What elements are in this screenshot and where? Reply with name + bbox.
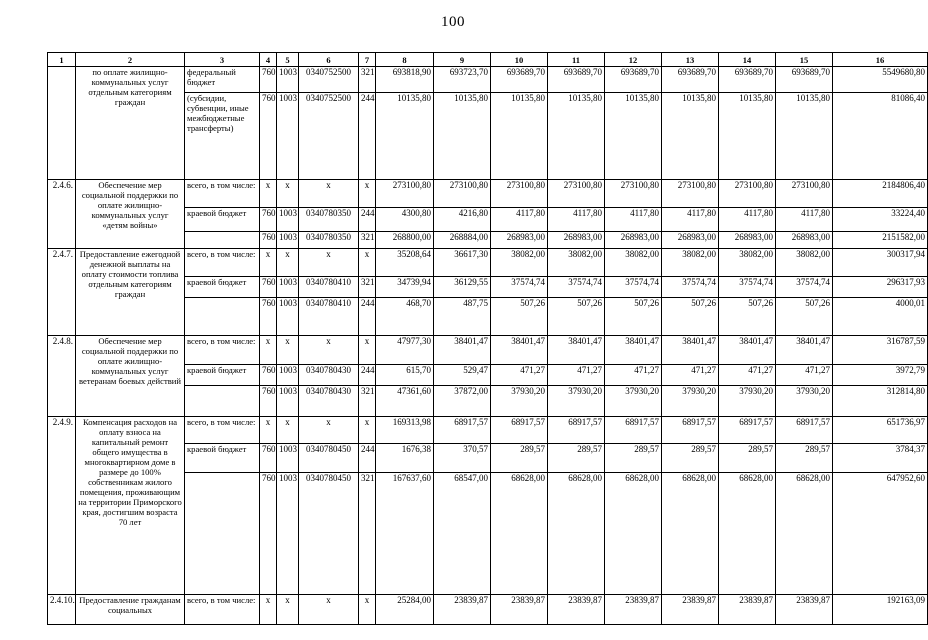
year-value: 10135,80 xyxy=(719,93,776,180)
code-grbs: 760 xyxy=(260,232,277,249)
header-cell: 8 xyxy=(376,53,434,67)
header-cell: 5 xyxy=(277,53,299,67)
table-row xyxy=(48,417,928,444)
code-expense-type: 321 xyxy=(359,473,376,595)
year-value: 37930,20 xyxy=(776,386,833,417)
year-value: 10135,80 xyxy=(491,93,548,180)
year-value: 507,26 xyxy=(605,298,662,336)
header-cell: 10 xyxy=(491,53,548,67)
year-value: 37574,74 xyxy=(719,277,776,298)
year-value: 4117,80 xyxy=(491,208,548,232)
header-cell: 1 xyxy=(48,53,76,67)
year-value: 693689,70 xyxy=(491,67,548,93)
year-value: 37574,74 xyxy=(776,277,833,298)
year-value: 693723,70 xyxy=(434,67,491,93)
code-target: 0340780430 xyxy=(299,365,359,386)
year-value: 68628,00 xyxy=(776,473,833,595)
table-body xyxy=(48,67,928,625)
code-target: 0340780350 xyxy=(299,208,359,232)
year-value: 4300,80 xyxy=(376,208,434,232)
total-value: 81086,40 xyxy=(833,93,928,180)
total-value: 312814,80 xyxy=(833,386,928,417)
funding-source: федеральный бюджет xyxy=(185,67,260,93)
year-value: 68917,57 xyxy=(719,417,776,444)
year-value: 268983,00 xyxy=(719,232,776,249)
code-grbs: 760 xyxy=(260,298,277,336)
code-section: 1003 xyxy=(277,67,299,93)
item-number: 2.4.7. xyxy=(48,249,76,336)
year-value: 529,47 xyxy=(434,365,491,386)
year-value: 10135,80 xyxy=(662,93,719,180)
funding-source: всего, в том числе: xyxy=(185,249,260,277)
year-value: 36129,55 xyxy=(434,277,491,298)
code-section: 1003 xyxy=(277,93,299,180)
year-value: 289,57 xyxy=(776,444,833,473)
item-name: Предоставление ежегодной денежной выплаты на оплату стоимости топлива отдельным категориям граждан xyxy=(76,249,185,336)
year-value: 268884,00 xyxy=(434,232,491,249)
year-value: 471,27 xyxy=(719,365,776,386)
code-expense-type: x xyxy=(359,417,376,444)
code-expense-type: x xyxy=(359,595,376,625)
code-grbs: 760 xyxy=(260,365,277,386)
table-row xyxy=(48,67,928,93)
year-value: 37930,20 xyxy=(605,386,662,417)
code-section: 1003 xyxy=(277,277,299,298)
code-grbs: 760 xyxy=(260,208,277,232)
year-value: 36617,30 xyxy=(434,249,491,277)
total-value: 300317,94 xyxy=(833,249,928,277)
code-target: x xyxy=(299,595,359,625)
total-value: 296317,93 xyxy=(833,277,928,298)
table-row xyxy=(48,180,928,208)
year-value: 38082,00 xyxy=(491,249,548,277)
year-value: 38082,00 xyxy=(719,249,776,277)
total-value: 192163,09 xyxy=(833,595,928,625)
year-value: 47977,30 xyxy=(376,336,434,365)
total-value: 33224,40 xyxy=(833,208,928,232)
code-target: x xyxy=(299,336,359,365)
year-value: 38082,00 xyxy=(548,249,605,277)
funding-source: краевой бюджет xyxy=(185,277,260,298)
year-value: 68628,00 xyxy=(662,473,719,595)
year-value: 10135,80 xyxy=(434,93,491,180)
header-cell: 13 xyxy=(662,53,719,67)
total-value: 4000,01 xyxy=(833,298,928,336)
header-cell: 2 xyxy=(76,53,185,67)
code-grbs: x xyxy=(260,336,277,365)
year-value: 693689,70 xyxy=(719,67,776,93)
funding-source: всего, в том числе: xyxy=(185,180,260,208)
code-expense-type: x xyxy=(359,249,376,277)
year-value: 68917,57 xyxy=(605,417,662,444)
year-value: 68917,57 xyxy=(491,417,548,444)
code-section: x xyxy=(277,249,299,277)
total-value: 5549680,80 xyxy=(833,67,928,93)
total-value: 3784,37 xyxy=(833,444,928,473)
year-value: 4117,80 xyxy=(776,208,833,232)
year-value: 273100,80 xyxy=(491,180,548,208)
year-value: 268983,00 xyxy=(776,232,833,249)
funding-source: краевой бюджет xyxy=(185,444,260,473)
year-value: 507,26 xyxy=(491,298,548,336)
year-value: 507,26 xyxy=(662,298,719,336)
year-value: 289,57 xyxy=(662,444,719,473)
year-value: 273100,80 xyxy=(548,180,605,208)
year-value: 37872,00 xyxy=(434,386,491,417)
year-value: 68628,00 xyxy=(719,473,776,595)
year-value: 273100,80 xyxy=(719,180,776,208)
year-value: 268983,00 xyxy=(605,232,662,249)
year-value: 37930,20 xyxy=(491,386,548,417)
year-value: 471,27 xyxy=(548,365,605,386)
code-target: 0340780430 xyxy=(299,386,359,417)
code-expense-type: 244 xyxy=(359,208,376,232)
year-value: 4117,80 xyxy=(662,208,719,232)
year-value: 4117,80 xyxy=(719,208,776,232)
code-expense-type: 321 xyxy=(359,232,376,249)
year-value: 693689,70 xyxy=(548,67,605,93)
code-target: 0340780350 xyxy=(299,232,359,249)
year-value: 268800,00 xyxy=(376,232,434,249)
code-grbs: 760 xyxy=(260,277,277,298)
year-value: 38082,00 xyxy=(605,249,662,277)
header-cell: 4 xyxy=(260,53,277,67)
year-value: 38401,47 xyxy=(776,336,833,365)
total-value: 647952,60 xyxy=(833,473,928,595)
year-value: 4117,80 xyxy=(548,208,605,232)
funding-source: (субсидии, субвенции, иные межбюджетные трансферты) xyxy=(185,93,260,180)
year-value: 273100,80 xyxy=(434,180,491,208)
code-section: x xyxy=(277,180,299,208)
year-value: 38401,47 xyxy=(434,336,491,365)
code-expense-type: 244 xyxy=(359,93,376,180)
table-row xyxy=(48,336,928,365)
code-section: 1003 xyxy=(277,208,299,232)
total-value: 3972,79 xyxy=(833,365,928,386)
item-number: 2.4.6. xyxy=(48,180,76,249)
code-target: 0340780410 xyxy=(299,298,359,336)
year-value: 10135,80 xyxy=(376,93,434,180)
year-value: 68917,57 xyxy=(548,417,605,444)
year-value: 273100,80 xyxy=(376,180,434,208)
code-target: 0340780410 xyxy=(299,277,359,298)
code-expense-type: 321 xyxy=(359,67,376,93)
code-grbs: x xyxy=(260,180,277,208)
header-cell: 11 xyxy=(548,53,605,67)
year-value: 289,57 xyxy=(605,444,662,473)
item-name: Обеспечение мер социальной поддержки по оплате жилищно-коммунальных услуг «детям войны» xyxy=(76,180,185,249)
year-value: 273100,80 xyxy=(662,180,719,208)
header-cell: 3 xyxy=(185,53,260,67)
year-value: 35208,64 xyxy=(376,249,434,277)
year-value: 289,57 xyxy=(491,444,548,473)
year-value: 4216,80 xyxy=(434,208,491,232)
page-number: 100 xyxy=(441,14,465,30)
code-target: x xyxy=(299,249,359,277)
code-target: 0340780450 xyxy=(299,444,359,473)
year-value: 487,75 xyxy=(434,298,491,336)
item-name: Предоставление гражданам социальных xyxy=(76,595,185,625)
year-value: 68917,57 xyxy=(776,417,833,444)
year-value: 10135,80 xyxy=(776,93,833,180)
year-value: 4117,80 xyxy=(605,208,662,232)
code-target: x xyxy=(299,180,359,208)
code-expense-type: 244 xyxy=(359,298,376,336)
code-section: x xyxy=(277,595,299,625)
year-value: 507,26 xyxy=(719,298,776,336)
year-value: 68628,00 xyxy=(605,473,662,595)
year-value: 1676,38 xyxy=(376,444,434,473)
code-grbs: 760 xyxy=(260,93,277,180)
year-value: 693689,70 xyxy=(776,67,833,93)
year-value: 693818,90 xyxy=(376,67,434,93)
year-value: 37574,74 xyxy=(605,277,662,298)
item-name: по оплате жилищно-коммунальных услуг отдельным категориям граждан xyxy=(76,67,185,180)
year-value: 273100,80 xyxy=(605,180,662,208)
item-number: 2.4.8. xyxy=(48,336,76,417)
header-cell: 16 xyxy=(833,53,928,67)
year-value: 68547,00 xyxy=(434,473,491,595)
year-value: 23839,87 xyxy=(434,595,491,625)
code-section: 1003 xyxy=(277,386,299,417)
year-value: 289,57 xyxy=(548,444,605,473)
year-value: 37930,20 xyxy=(662,386,719,417)
code-target: x xyxy=(299,417,359,444)
year-value: 68628,00 xyxy=(491,473,548,595)
header-cell: 7 xyxy=(359,53,376,67)
code-grbs: x xyxy=(260,595,277,625)
table-row xyxy=(48,595,928,625)
item-name: Обеспечение мер социальной поддержки по оплате жилищно-коммунальных услуг ветеранам боевых действий xyxy=(76,336,185,417)
year-value: 37574,74 xyxy=(548,277,605,298)
year-value: 468,70 xyxy=(376,298,434,336)
code-target: 0340752500 xyxy=(299,93,359,180)
header-cell: 9 xyxy=(434,53,491,67)
code-section: 1003 xyxy=(277,298,299,336)
total-value: 316787,59 xyxy=(833,336,928,365)
item-number: 2.4.9. xyxy=(48,417,76,595)
code-expense-type: x xyxy=(359,180,376,208)
year-value: 34739,94 xyxy=(376,277,434,298)
code-section: 1003 xyxy=(277,473,299,595)
year-value: 23839,87 xyxy=(491,595,548,625)
code-section: x xyxy=(277,417,299,444)
year-value: 167637,60 xyxy=(376,473,434,595)
year-value: 38082,00 xyxy=(776,249,833,277)
year-value: 507,26 xyxy=(776,298,833,336)
year-value: 268983,00 xyxy=(548,232,605,249)
year-value: 38401,47 xyxy=(662,336,719,365)
year-value: 471,27 xyxy=(776,365,833,386)
code-section: x xyxy=(277,336,299,365)
code-grbs: 760 xyxy=(260,386,277,417)
funding-source xyxy=(185,298,260,336)
year-value: 268983,00 xyxy=(491,232,548,249)
funding-source: краевой бюджет xyxy=(185,208,260,232)
year-value: 68628,00 xyxy=(548,473,605,595)
total-value: 2151582,00 xyxy=(833,232,928,249)
code-grbs: 760 xyxy=(260,473,277,595)
funding-source xyxy=(185,473,260,595)
year-value: 23839,87 xyxy=(605,595,662,625)
year-value: 693689,70 xyxy=(605,67,662,93)
funding-source xyxy=(185,386,260,417)
funding-source: всего, в том числе: xyxy=(185,417,260,444)
year-value: 10135,80 xyxy=(605,93,662,180)
header-cell: 14 xyxy=(719,53,776,67)
year-value: 23839,87 xyxy=(548,595,605,625)
year-value: 615,70 xyxy=(376,365,434,386)
year-value: 37574,74 xyxy=(662,277,719,298)
year-value: 10135,80 xyxy=(548,93,605,180)
code-expense-type: x xyxy=(359,336,376,365)
total-value: 2184806,40 xyxy=(833,180,928,208)
code-target: 0340780450 xyxy=(299,473,359,595)
code-grbs: 760 xyxy=(260,444,277,473)
year-value: 37574,74 xyxy=(491,277,548,298)
year-value: 38401,47 xyxy=(605,336,662,365)
table-row xyxy=(48,249,928,277)
header-cell: 12 xyxy=(605,53,662,67)
code-expense-type: 321 xyxy=(359,386,376,417)
year-value: 68917,57 xyxy=(434,417,491,444)
year-value: 38082,00 xyxy=(662,249,719,277)
year-value: 289,57 xyxy=(719,444,776,473)
funding-source xyxy=(185,232,260,249)
header-row xyxy=(48,53,928,67)
header-cell: 6 xyxy=(299,53,359,67)
year-value: 38401,47 xyxy=(719,336,776,365)
year-value: 169313,98 xyxy=(376,417,434,444)
year-value: 268983,00 xyxy=(662,232,719,249)
code-expense-type: 244 xyxy=(359,444,376,473)
year-value: 37930,20 xyxy=(548,386,605,417)
code-section: 1003 xyxy=(277,232,299,249)
year-value: 68917,57 xyxy=(662,417,719,444)
code-grbs: x xyxy=(260,249,277,277)
item-name: Компенсация расходов на оплату взноса на капитальный ремонт общего имущества в многоквартирном доме в размере до 100% собственникам жилого помещения, проживающим на территории Приморского края, достигшим возраста 70 лет xyxy=(76,417,185,595)
year-value: 25284,00 xyxy=(376,595,434,625)
code-grbs: x xyxy=(260,417,277,444)
year-value: 370,57 xyxy=(434,444,491,473)
code-expense-type: 321 xyxy=(359,277,376,298)
year-value: 38401,47 xyxy=(548,336,605,365)
year-value: 693689,70 xyxy=(662,67,719,93)
year-value: 507,26 xyxy=(548,298,605,336)
code-target: 0340752500 xyxy=(299,67,359,93)
funding-source: всего, в том числе: xyxy=(185,336,260,365)
code-expense-type: 244 xyxy=(359,365,376,386)
year-value: 23839,87 xyxy=(719,595,776,625)
code-section: 1003 xyxy=(277,365,299,386)
year-value: 47361,60 xyxy=(376,386,434,417)
code-grbs: 760 xyxy=(260,67,277,93)
funding-source: всего, в том числе: xyxy=(185,595,260,625)
item-number xyxy=(48,67,76,180)
year-value: 273100,80 xyxy=(776,180,833,208)
budget-table xyxy=(47,52,928,625)
item-number: 2.4.10. xyxy=(48,595,76,625)
total-value: 651736,97 xyxy=(833,417,928,444)
year-value: 471,27 xyxy=(605,365,662,386)
header-cell: 15 xyxy=(776,53,833,67)
year-value: 471,27 xyxy=(491,365,548,386)
year-value: 23839,87 xyxy=(662,595,719,625)
funding-source: краевой бюджет xyxy=(185,365,260,386)
year-value: 38401,47 xyxy=(491,336,548,365)
year-value: 471,27 xyxy=(662,365,719,386)
year-value: 23839,87 xyxy=(776,595,833,625)
year-value: 37930,20 xyxy=(719,386,776,417)
code-section: 1003 xyxy=(277,444,299,473)
